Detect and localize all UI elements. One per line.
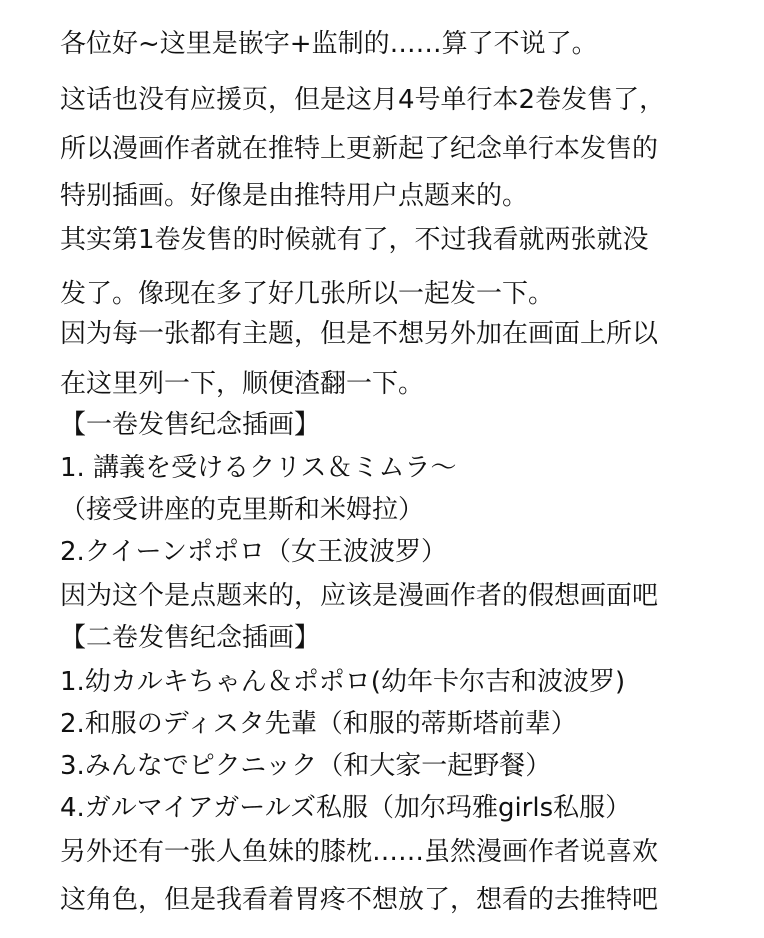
section-heading: 【二卷发售纪念插画】: [60, 623, 321, 653]
list-item-translation: （接受讲座的克里斯和米姆拉）: [60, 495, 425, 525]
text-line: 所以漫画作者就在推特上更新起了纪念单行本发售的: [60, 134, 659, 164]
text-line: 这角色，但是我看着胃疼不想放了，想看的去推特吧: [60, 885, 659, 915]
list-item: 3.みんなでピクニック（和大家一起野餐）: [60, 751, 552, 781]
text-line: 这话也没有应援页，但是这月4号单行本2卷发售了，: [60, 85, 666, 115]
text-line: 因为这个是点题来的，应该是漫画作者的假想画面吧: [60, 581, 659, 611]
text-line: 各位好~这里是嵌字+监制的……算了不说了。: [60, 29, 598, 59]
list-item: 1.幼カルキちゃん＆ポポロ(幼年卡尔吉和波波罗): [60, 667, 626, 697]
list-item: 4.ガルマイアガールズ私服（加尔玛雅girls私服）: [60, 793, 632, 823]
section-heading: 【一卷发售纪念插画】: [60, 410, 321, 440]
list-item: 1. 講義を受けるクリス＆ミムラ～: [60, 453, 457, 483]
list-item: 2.和服のディスタ先輩（和服的蒂斯塔前辈）: [60, 709, 577, 739]
text-line: 其实第1卷发售的时候就有了，不过我看就两张就没: [60, 225, 649, 255]
text-line: 发了。像现在多了好几张所以一起发一下。: [60, 279, 555, 309]
text-line: 在这里列一下，顺便渣翻一下。: [60, 369, 425, 399]
text-line: 另外还有一张人鱼妹的膝枕……虽然漫画作者说喜欢: [60, 837, 659, 867]
list-item: 2.クイーンポポロ（女王波波罗）: [60, 537, 447, 567]
text-line: 因为每一张都有主题，但是不想另外加在画面上所以: [60, 319, 659, 349]
text-line: 特别插画。好像是由推特用户点题来的。: [60, 181, 529, 211]
